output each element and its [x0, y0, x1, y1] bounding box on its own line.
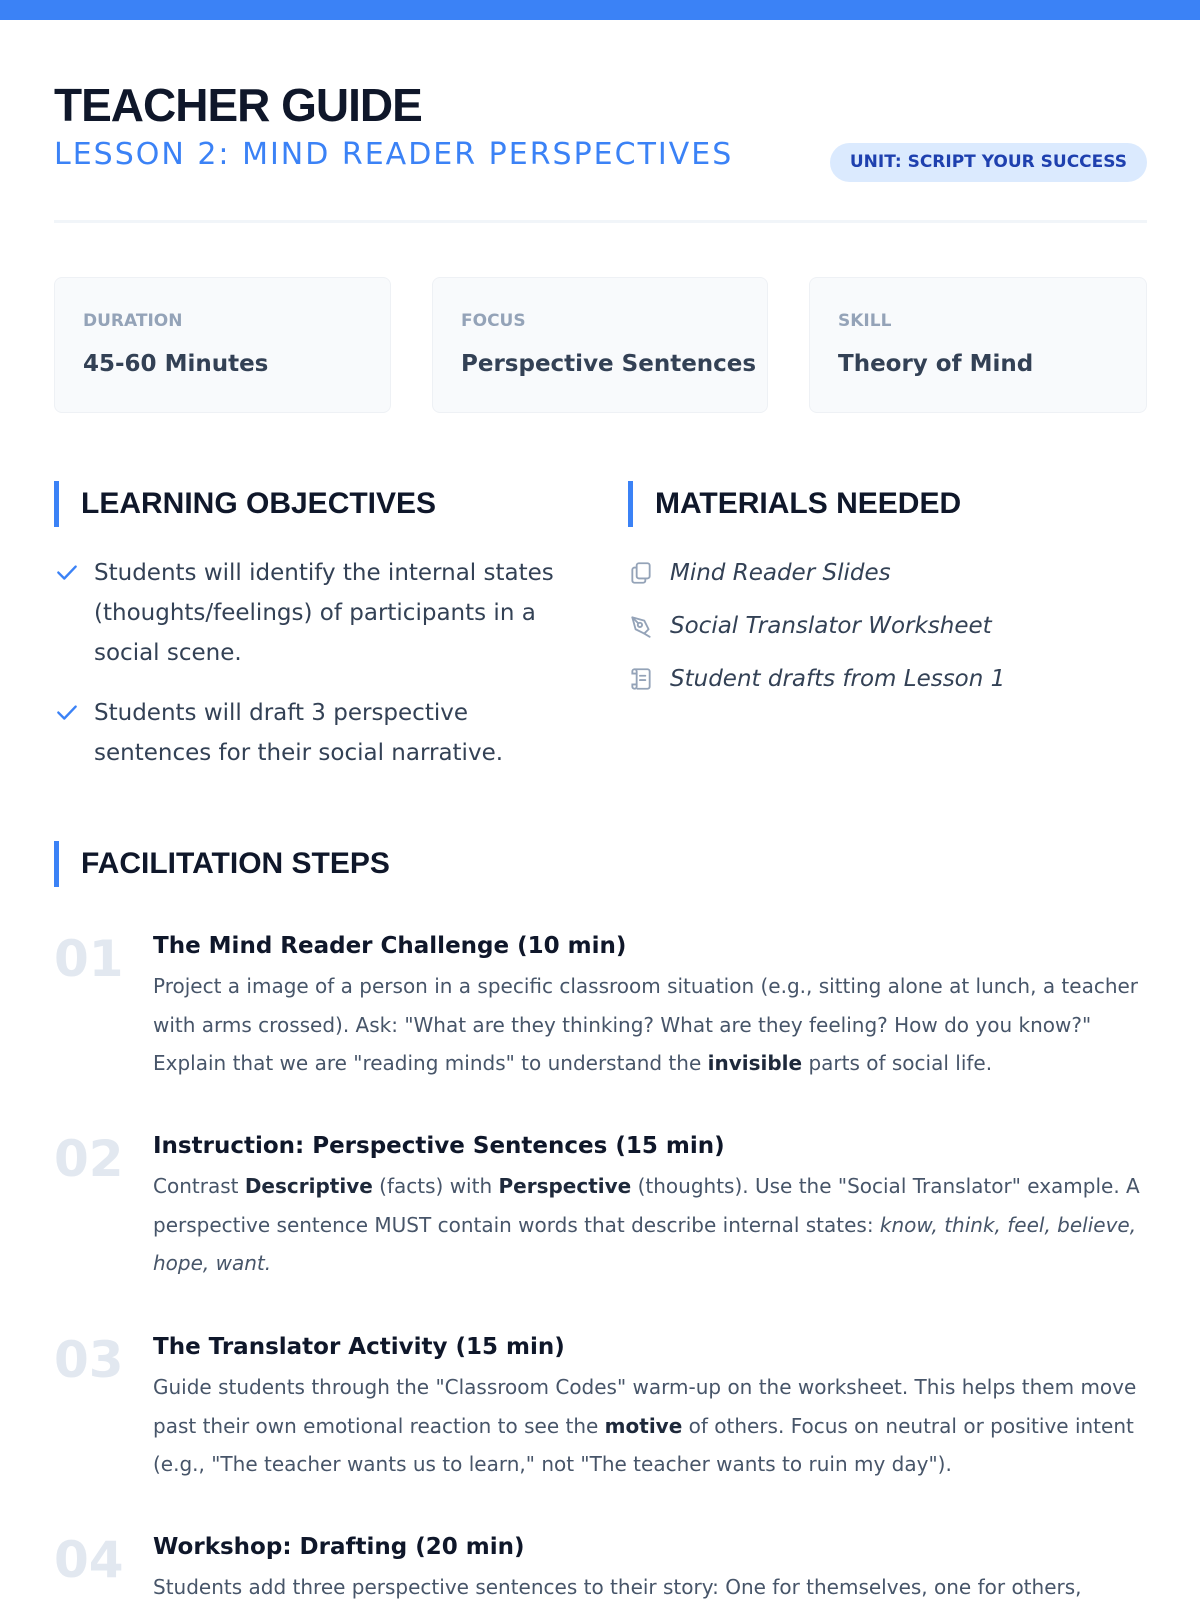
- materials-heading: MATERIALS NEEDED: [628, 481, 961, 527]
- pen-tool-icon: [628, 613, 654, 639]
- facilitation-heading: FACILITATION STEPS: [54, 841, 390, 887]
- objectives-heading: LEARNING OBJECTIVES: [54, 481, 436, 527]
- duration-label: DURATION: [83, 311, 183, 331]
- check-icon: [54, 699, 80, 725]
- emphasis-text: know, think, feel, believe, hope, want.: [153, 1212, 1137, 1275]
- step-title: Instruction: Perspective Sentences (15 min): [153, 1133, 725, 1159]
- skill-card: [809, 277, 1147, 413]
- check-icon: [54, 559, 80, 585]
- body-text: (thoughts). Use the "Social Translator" example. A perspective sentence MUST contain words that describe internal states:: [153, 1174, 1140, 1237]
- step-number: 02: [54, 1130, 124, 1188]
- skill-value: Theory of Mind: [838, 351, 1034, 377]
- objective-text: Students will draft 3 perspective sentences for their social narrative.: [94, 700, 504, 766]
- body-text: Students add three perspective sentences to their story: One for themselves, one for others,: [153, 1575, 1082, 1599]
- body-text: parts of social life.: [802, 1051, 993, 1075]
- emphasis-text: invisible: [707, 1051, 803, 1075]
- step-title: The Translator Activity (15 min): [153, 1334, 565, 1360]
- material-label: Social Translator Worksheet: [670, 613, 992, 639]
- duration-card: [54, 277, 391, 413]
- duration-value: 45-60 Minutes: [83, 351, 269, 377]
- body-text: Guide students through the "Classroom Codes" warm-up on the worksheet. This helps them move past their own emotional reaction to see the: [153, 1375, 1137, 1438]
- top-accent-bar: [0, 0, 1200, 20]
- scroll-icon: [628, 666, 654, 692]
- focus-label: FOCUS: [461, 311, 526, 331]
- focus-value: Perspective Sentences: [461, 351, 757, 377]
- step-title: Workshop: Drafting (20 min): [153, 1534, 525, 1560]
- emphasis-text: motive: [604, 1413, 683, 1438]
- emphasis-text: Perspective: [498, 1174, 632, 1198]
- step-number: 03: [54, 1331, 124, 1389]
- body-text: Contrast: [153, 1174, 245, 1198]
- header-divider: [54, 220, 1147, 223]
- lesson-subtitle: LESSON 2: MIND READER PERSPECTIVES: [54, 137, 734, 172]
- emphasis-text: Descriptive: [244, 1174, 373, 1198]
- copy-icon: [628, 560, 654, 586]
- material-label: Mind Reader Slides: [670, 560, 891, 586]
- step-body: [153, 967, 1153, 1083]
- step-body: [153, 1368, 1153, 1484]
- page-title: TEACHER GUIDE: [54, 79, 422, 131]
- step-number: 04: [54, 1531, 124, 1589]
- step-title: The Mind Reader Challenge (10 min): [153, 933, 627, 959]
- objective-item: [54, 693, 584, 773]
- step-body: [153, 1167, 1153, 1283]
- objective-text: Students will identify the internal states (thoughts/feelings) of participants in a social scene.: [94, 560, 554, 666]
- body-text: Project a image of a person in a specific classroom situation (e.g., sitting alone at lunch, a teacher with arms crossed). Ask: "What are they thinking? What are they feeling? How do you know?" Explain that we are "reading minds" to understand the: [153, 974, 1139, 1075]
- step-number: 01: [54, 930, 124, 988]
- material-label: Student drafts from Lesson 1: [670, 666, 1006, 692]
- body-text: (facts) with: [372, 1174, 499, 1198]
- skill-label: SKILL: [838, 311, 892, 331]
- body-text: of others. Focus on neutral or positive intent (e.g., "The teacher wants us to learn," not "The teacher wants to ruin my day").: [153, 1413, 1134, 1476]
- unit-badge: UNIT: SCRIPT YOUR SUCCESS: [830, 143, 1147, 182]
- focus-card: [432, 277, 768, 413]
- objective-item: [54, 553, 584, 673]
- step-body: [153, 1568, 1153, 1600]
